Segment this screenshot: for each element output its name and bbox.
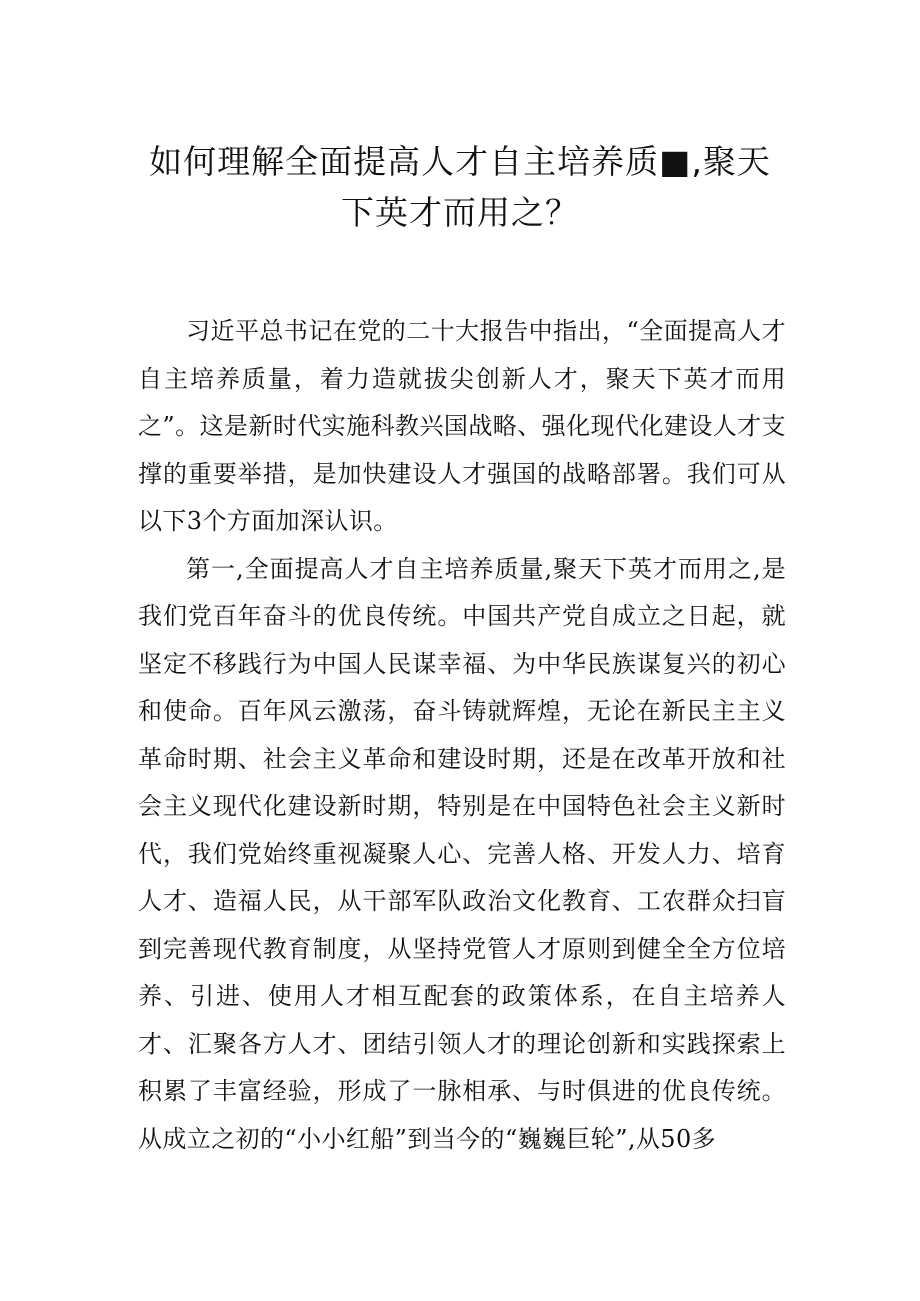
paragraph-intro: 习近平总书记在党的二十大报告中指出，“全面提高人才自主培养质量，着力造就拔尖创新人才，聚天下英才而用之”。这是新时代实施科教兴国战略、强化现代化建设人才支撑的重要举措，是加快建设人才强国的战略部署。我们可从以下3个方面加深认识。 — [138, 317, 786, 535]
document-body — [138, 308, 786, 1163]
paragraph-first-point: 第一,全面提高人才自主培养质量,聚天下英才而用之,是我们党百年奋斗的优良传统。中国共产党自成立之日起，就坚定不移践行为中国人民谋幸福、为中华民族谋复兴的初心和使命。百年风云激荡，奋斗铸就辉煌，无论在新民主主义革命时期、社会主义革命和建设时期，还是在改革开放和社会主义现代化建设新时期，特别是在中国特色社会主义新时代，我们党始终重视凝聚人心、完善人格、开发人力、培育人才、造福人民，从干部军队政治文化教育、工农群众扫盲到完善现代教育制度，从坚持党管人才原则到健全全方位培养、引进、使用人才相互配套的政策体系，在自主培养人才、汇聚各方人才、团结引领人才的理论创新和实践探索上积累了丰富经验，形成了一脉相承、与时俱进的优良传统。从成立之初的“小小红船”到当今的“巍巍巨轮”,从50多 — [138, 554, 786, 1153]
document-title-line-2: 下英才而用之？ — [341, 193, 579, 232]
document-title-line-1: 如何理解全面提高人才自主培养质■,聚天 — [149, 142, 771, 181]
